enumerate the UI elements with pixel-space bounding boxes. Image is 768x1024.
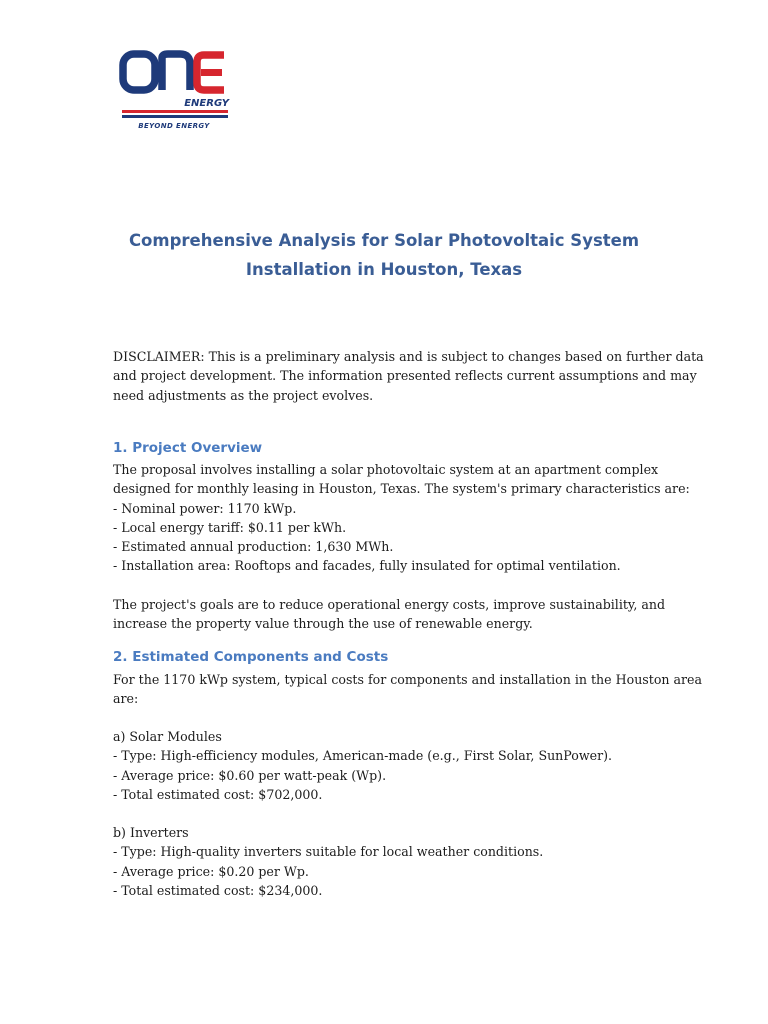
inverters-item: - Total estimated cost: $234,000. <box>113 882 323 898</box>
document-title <box>0 226 768 284</box>
title-line-1: Comprehensive Analysis for Solar Photovoltaic System <box>128 231 640 250</box>
components-intro-line: are: <box>113 691 139 707</box>
disclaimer-line: and project development. The information presented reflects current assumptions and may <box>113 368 697 384</box>
inverters-heading: b) Inverters <box>113 825 189 840</box>
components-intro-line: For the 1170 kWp system, typical costs for components and installation in the Houston area <box>113 672 703 687</box>
logo-sub-text: ENERGY <box>184 98 229 109</box>
project-overview-paragraph <box>113 460 690 576</box>
goals-line: increase the property value through the use of renewable energy. <box>113 616 533 632</box>
components-intro-paragraph <box>113 670 703 709</box>
overview-line: The proposal involves installing a solar photovoltaic system at an apartment complex <box>113 462 659 477</box>
disclaimer-line: DISCLAIMER: This is a preliminary analysis and is subject to changes based on further data <box>113 349 704 364</box>
overview-bullet: - Estimated annual production: 1,630 MWh. <box>113 539 394 555</box>
title-line-2: Installation in Houston, Texas <box>245 260 523 279</box>
inverters-item: - Average price: $0.20 per Wp. <box>113 863 309 879</box>
section-heading-components-costs: 2. Estimated Components and Costs <box>113 649 389 665</box>
overview-bullet: - Installation area: Rooftops and facades, fully insulated for optimal ventilation. <box>113 558 621 574</box>
project-goals-paragraph <box>113 595 673 634</box>
solar-modules-heading: a) Solar Modules <box>113 729 222 744</box>
solar-modules-block <box>113 727 673 804</box>
disclaimer-line: need adjustments as the project evolves. <box>113 387 374 403</box>
goals-line: The project's goals are to reduce operational energy costs, improve sustainability, and <box>113 597 666 612</box>
overview-bullet: - Local energy tariff: $0.11 per kWh. <box>113 519 347 535</box>
disclaimer-paragraph <box>113 347 704 405</box>
overview-bullet: - Nominal power: 1170 kWp. <box>113 500 297 516</box>
solar-modules-item: - Average price: $0.60 per watt-peak (Wp). <box>113 767 387 783</box>
inverters-block <box>113 823 673 900</box>
logo-tagline: BEYOND ENERGY <box>138 122 210 130</box>
solar-modules-item: - Type: High-efficiency modules, American-made (e.g., First Solar, SunPower). <box>113 748 613 764</box>
solar-modules-item: - Total estimated cost: $702,000. <box>113 786 323 802</box>
section-heading-project-overview: 1. Project Overview <box>113 440 263 456</box>
overview-line: designed for monthly leasing in Houston, Texas. The system's primary characteristics are: <box>113 481 690 497</box>
inverters-item: - Type: High-quality inverters suitable for local weather conditions. <box>113 844 544 860</box>
one-energy-logo <box>118 46 234 134</box>
